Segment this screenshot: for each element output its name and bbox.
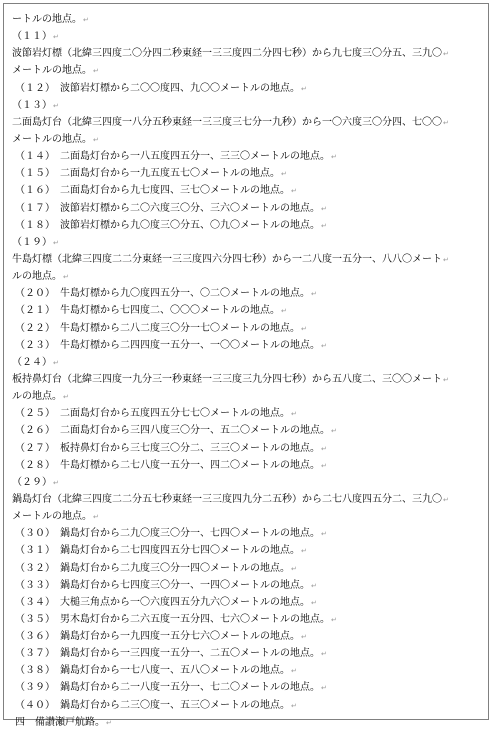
document-line xyxy=(12,645,484,662)
paragraph-mark-icon: ↵ xyxy=(93,67,99,76)
document-line-text: 二面島灯台（北緯三四度一八分五秒東経一三三度三七分一九秒）から一〇六度三〇分四、七〇〇 xyxy=(12,116,442,128)
document-line xyxy=(12,611,484,628)
document-line-text: （１４） 二面島灯台から一八五度四五分一、三三〇メートルの地点。 xyxy=(15,151,330,163)
document-line xyxy=(12,354,484,371)
paragraph-mark-icon: ↵ xyxy=(291,187,297,196)
paragraph-mark-icon: ↵ xyxy=(301,547,307,556)
paragraph-mark-icon: ↵ xyxy=(93,513,99,522)
document-line xyxy=(12,594,484,611)
document-line-text: ートルの地点。 xyxy=(12,14,82,25)
paragraph-mark-icon: ↵ xyxy=(53,478,59,487)
paragraph-mark-icon: ↵ xyxy=(301,84,307,93)
document-line-text: （３５） 男木島灯台から二六五度一五分四、七六〇メートルの地点。 xyxy=(15,613,330,625)
document-line-text: （４０） 鍋島灯台から二三〇度一、五三〇メートルの地点。 xyxy=(15,699,290,711)
paragraph-mark-icon: ↵ xyxy=(321,444,327,453)
document-line xyxy=(12,285,484,302)
document-line-text: メートルの地点。 xyxy=(12,133,92,145)
document-line xyxy=(12,405,484,422)
paragraph-mark-icon: ↵ xyxy=(301,633,307,642)
document-line xyxy=(12,457,484,474)
document-line-text: （１５） 二面島灯台から一九五度五七〇メートルの地点。 xyxy=(15,168,280,180)
document-body xyxy=(12,11,484,731)
document-line xyxy=(12,217,484,234)
document-line xyxy=(12,525,484,542)
paragraph-mark-icon: ↵ xyxy=(281,307,287,316)
document-line-text: （２２） 牛島灯標から二八二度三〇分一七〇メートルの地点。 xyxy=(15,322,300,334)
document-line xyxy=(12,662,484,679)
paragraph-mark-icon: ↵ xyxy=(321,341,327,350)
paragraph-mark-icon: ↵ xyxy=(331,427,337,436)
document-line-text: （１１） xyxy=(12,31,52,43)
document-line xyxy=(12,131,484,148)
paragraph-mark-icon: ↵ xyxy=(106,718,112,727)
paragraph-mark-icon: ↵ xyxy=(331,153,337,162)
paragraph-mark-icon: ↵ xyxy=(53,358,59,367)
document-line-text: （２６） 二面島灯台から三四八度三〇分一、五二〇メートルの地点。 xyxy=(15,425,330,437)
document-line-text: （１８） 波節岩灯標から九〇度三〇分五、〇九〇メートルの地点。 xyxy=(15,219,320,231)
paragraph-mark-icon: ↵ xyxy=(321,221,327,230)
document-line-text: （２３） 牛島灯標から二四四度一五分一、一〇〇メートルの地点。 xyxy=(15,339,320,351)
document-line xyxy=(12,577,484,594)
paragraph-mark-icon: ↵ xyxy=(53,238,59,247)
document-line-text: 四 備讃瀬戸航路。 xyxy=(15,716,105,728)
document-line-text: ルの地点。 xyxy=(12,271,62,283)
document-line xyxy=(12,679,484,696)
paragraph-mark-icon: ↵ xyxy=(443,118,449,127)
paragraph-mark-icon: ↵ xyxy=(321,684,327,693)
document-line-text: （１３） xyxy=(12,99,52,111)
paragraph-mark-icon: ↵ xyxy=(301,324,307,333)
document-line xyxy=(12,371,484,388)
document-line xyxy=(12,628,484,645)
paragraph-mark-icon: ↵ xyxy=(291,701,297,710)
document-line-text: （３０） 鍋島灯台から二九〇度三〇分一、七四〇メートルの地点。 xyxy=(15,528,320,540)
document-line-text: 牛島灯標（北緯三四度二二分東経一三三度四六分四七秒）から一二八度一五分一、八八〇メート xyxy=(12,253,442,265)
document-line-text: （１６） 二面島灯台から九七度四、三七〇メートルの地点。 xyxy=(15,185,290,197)
document-line xyxy=(12,148,484,165)
document-line-text: ルの地点。 xyxy=(12,391,62,403)
document-line-text: （１２） 波節岩灯標から二〇〇度四、九〇〇メートルの地点。 xyxy=(15,82,300,94)
paragraph-mark-icon: ↵ xyxy=(291,667,297,676)
document-line xyxy=(12,337,484,354)
paragraph-mark-icon: ↵ xyxy=(291,564,297,573)
paragraph-mark-icon: ↵ xyxy=(63,273,69,282)
document-line-text: （２７） 板持鼻灯台から三七度三〇分二、三三〇メートルの地点。 xyxy=(15,442,320,454)
document-line xyxy=(12,28,484,45)
paragraph-mark-icon: ↵ xyxy=(83,16,89,24)
document-line-text: （３４） 大槌三角点から一〇六度四五分九六〇メートルの地点。 xyxy=(15,596,310,608)
document-line xyxy=(12,234,484,251)
document-line-text: 鍋島灯台（北緯三四度二二分五七秒東経一三三度四九分二五秒）から二七八度四五分二、三九〇 xyxy=(12,493,442,505)
paragraph-mark-icon: ↵ xyxy=(321,204,327,213)
document-line-text: （３６） 鍋島灯台から一九四度一五分七六〇メートルの地点。 xyxy=(15,631,300,643)
document-line-text: （２０） 牛島灯標から九〇度四五分一、〇二〇メートルの地点。 xyxy=(15,288,310,300)
document-line-text: （３１） 鍋島灯台から二七四度四五分七四〇メートルの地点。 xyxy=(15,545,300,557)
document-line xyxy=(12,11,484,28)
document-line xyxy=(12,45,484,62)
document-line xyxy=(12,200,484,217)
document-line xyxy=(12,422,484,439)
paragraph-mark-icon: ↵ xyxy=(443,255,449,264)
document-line-text: （３９） 鍋島灯台から二一八度一五分一、七二〇メートルの地点。 xyxy=(15,682,320,694)
paragraph-mark-icon: ↵ xyxy=(311,581,317,590)
document-line-text: 波節岩灯標（北緯三四度二〇分四二秒東経一三三度四二分四七秒）から九七度三〇分五、三九〇 xyxy=(12,48,442,60)
document-line-text: （２９） xyxy=(12,476,52,488)
paragraph-mark-icon: ↵ xyxy=(311,290,317,299)
document-line xyxy=(12,62,484,79)
document-line xyxy=(12,97,484,114)
document-line xyxy=(12,491,484,508)
paragraph-mark-icon: ↵ xyxy=(291,410,297,419)
paragraph-mark-icon: ↵ xyxy=(93,135,99,144)
paragraph-mark-icon: ↵ xyxy=(53,101,59,110)
document-line-text: （２８） 牛島灯標から二七八度一五分一、四二〇メートルの地点。 xyxy=(15,459,320,471)
document-page xyxy=(3,3,489,728)
document-line xyxy=(12,697,484,714)
paragraph-mark-icon: ↵ xyxy=(321,461,327,470)
paragraph-mark-icon: ↵ xyxy=(321,530,327,539)
document-line xyxy=(12,560,484,577)
document-line xyxy=(12,474,484,491)
document-line xyxy=(12,302,484,319)
document-line-text: （１７） 波節岩灯標から二〇六度三〇分、三六〇メートルの地点。 xyxy=(15,202,320,214)
document-line-text: （３７） 鍋島灯台から一三四度一五分一、二五〇メートルの地点。 xyxy=(15,648,320,660)
document-line-text: メートルの地点。 xyxy=(12,65,92,77)
document-line-text: （２５） 二面島灯台から五度四五分七七〇メートルの地点。 xyxy=(15,408,290,420)
document-line xyxy=(12,440,484,457)
paragraph-mark-icon: ↵ xyxy=(63,393,69,402)
document-line xyxy=(12,268,484,285)
document-line-text: メートルの地点。 xyxy=(12,511,92,523)
document-line-text: 板持鼻灯台（北緯三四度一九分三一秒東経一三三度三九分四七秒）から五八度二、三〇〇メート xyxy=(12,373,442,385)
document-line xyxy=(12,80,484,97)
document-line xyxy=(12,182,484,199)
document-line xyxy=(12,714,484,731)
document-line xyxy=(12,320,484,337)
paragraph-mark-icon: ↵ xyxy=(53,33,59,42)
document-line xyxy=(12,251,484,268)
paragraph-mark-icon: ↵ xyxy=(281,170,287,179)
document-line-text: （１９） xyxy=(12,236,52,248)
document-line-text: （３８） 鍋島灯台から一七八度一、五八〇メートルの地点。 xyxy=(15,665,290,677)
paragraph-mark-icon: ↵ xyxy=(331,615,337,624)
document-line xyxy=(12,542,484,559)
document-line xyxy=(12,165,484,182)
document-line xyxy=(12,388,484,405)
paragraph-mark-icon: ↵ xyxy=(443,495,449,504)
paragraph-mark-icon: ↵ xyxy=(321,650,327,659)
paragraph-mark-icon: ↵ xyxy=(443,50,449,59)
document-line xyxy=(12,114,484,131)
document-line-text: （３３） 鍋島灯台から七四度三〇分一、一四〇メートルの地点。 xyxy=(15,579,310,591)
document-line-text: （３２） 鍋島灯台から二九度三〇分一四〇メートルの地点。 xyxy=(15,562,290,574)
paragraph-mark-icon: ↵ xyxy=(443,375,449,384)
document-line-text: （２４） xyxy=(12,356,52,368)
document-line xyxy=(12,508,484,525)
paragraph-mark-icon: ↵ xyxy=(311,598,317,607)
document-line-text: （２１） 牛島灯標から七四度二、〇〇〇メートルの地点。 xyxy=(15,305,280,317)
